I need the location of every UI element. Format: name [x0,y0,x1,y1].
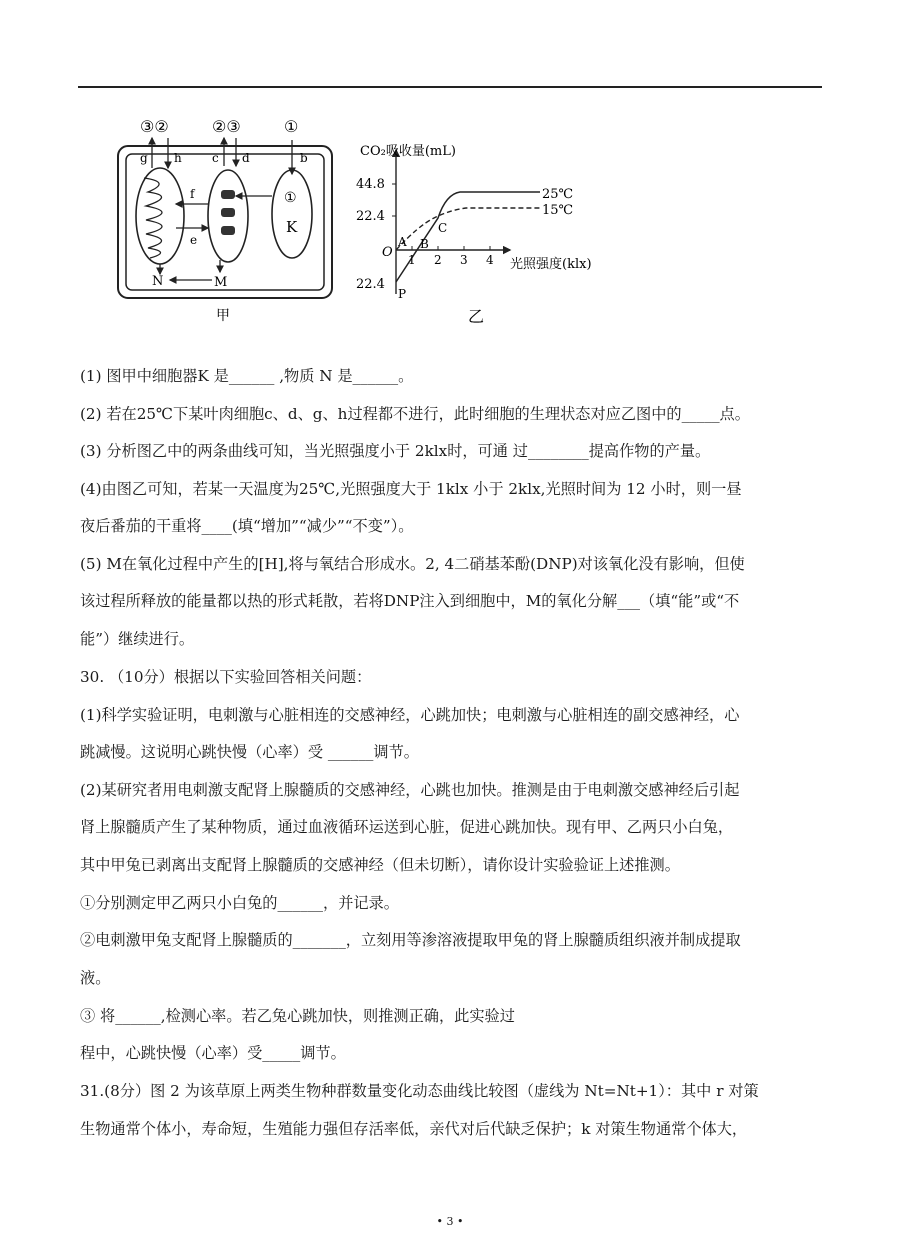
label-circled-one: ① [284,190,297,206]
grana-3 [221,226,235,235]
q30-2-line-1: (2)某研究者用电刺激支配肾上腺髓质的交感神经，心跳也加快。推测是由于电刺激交感神经后引起 [80,781,740,799]
label-top-right: ① [284,117,299,136]
question-30-title: 30. （10分）根据以下实验回答相关问题： [80,668,372,686]
mitochondrion [136,168,184,264]
question-3: (3) 分析图乙中的两条曲线可知，当光照强度小于 2klx时，可通 过________提高作物的产量。 [80,442,711,460]
letter-d: d [242,151,250,165]
x-tick-3: 3 [460,253,468,267]
page-number: • 3 • [436,1215,464,1228]
letter-h: h [174,151,182,165]
q30-2-line-3: 其中甲兔已剥离出支配肾上腺髓质的交感神经（但未切断），请你设计实验验证上述推测。 [80,856,680,874]
y-label: CO₂吸收量(mL) [360,144,456,159]
legend-25c: 25℃ [542,187,574,202]
question-2: (2) 若在25℃下某叶肉细胞c、d、g、h过程都不进行，此时细胞的生理状态对应乙图中的_____点。 [80,405,750,423]
q30-1-line-2: 跳减慢。这说明心跳快慢（心率）受 ______调节。 [80,743,419,761]
q30-step-3-line-2: 程中，心跳快慢（心率）受_____调节。 [80,1044,346,1062]
figure [100,108,640,336]
x-tick-2: 2 [434,253,442,267]
q30-step-3-line-1: ③ 将______,检测心率。若乙兔心跳加快，则推测正确，此实验过 [80,1007,515,1025]
mitochondrion-cristae [144,178,162,258]
q30-step-1: ①分别测定甲乙两只小白兔的______，并记录。 [80,894,399,912]
question-31-line-1: 31.(8分）图 2 为该草原上两类生物种群数量变化动态曲线比较图（虚线为 Nt=Nt+1）：其中 r 对策 [80,1082,759,1100]
question-4-line-1: (4)由图乙可知，若某一天温度为25℃,光照强度大于 1klx 小于 2klx,光照时间为 12 小时，则一昼 [80,480,742,498]
label-m: M [214,275,228,290]
legend-15c: 15℃ [542,203,574,218]
letter-f: f [190,187,195,201]
q30-step-2-line-1: ②电刺激甲兔支配肾上腺髓质的_______，立刻用等渗溶液提取甲兔的肾上腺髓质组织液并制成提取 [80,931,741,949]
header-rule [78,86,822,88]
q30-2-line-2: 肾上腺髓质产生了某种物质，通过血液循环运送到心脏，促进心跳加快。现有甲、乙两只小白兔， [80,818,734,836]
question-5-line-3: 能”）继续进行。 [80,630,195,648]
point-c: C [438,221,448,235]
origin-label: O [382,245,393,260]
x-tick-4: 4 [486,253,494,267]
label-top-left: ③② [140,117,169,136]
letter-e: e [190,233,198,247]
x-label: 光照强度(klx) [510,257,592,272]
question-31-line-2: 生物通常个体小，寿命短，生殖能力强但存活率低，亲代对后代缺乏保护；k 对策生物通常个体大， [80,1120,748,1138]
label-top-mid: ②③ [212,117,241,136]
q30-1-line-1: (1)科学实验证明，电刺激与心脏相连的交感神经，心跳加快；电刺激与心脏相连的副交感神经，心 [80,706,740,724]
figure-svg [100,108,640,336]
question-5-line-1: (5) M在氧化过程中产生的[H],将与氧结合形成水。2, 4二硝基苯酚(DNP)对该氧化没有影响，但使 [80,555,745,573]
grana-2 [221,208,235,217]
point-a: A [398,235,407,249]
letter-g: g [140,151,148,165]
question-1: (1) 图甲中细胞器K 是______ ,物质 N 是______。 [80,367,414,385]
y-tick-224: 22.4 [356,209,385,224]
q30-step-2-line-2: 液。 [80,969,111,987]
organelle-k [272,170,312,258]
diagram-jia [118,117,332,324]
y-tick-448: 44.8 [356,177,385,192]
letter-c: c [212,151,219,165]
grana-1 [221,190,235,199]
y-tick-neg-224: 22.4 [356,277,385,292]
letter-b: b [300,151,308,165]
point-p: P [398,287,407,301]
label-k: K [286,218,298,236]
series-15c-line [396,208,540,250]
question-5-line-2: 该过程所释放的能量都以热的形式耗散，若将DNP注入到细胞中，M的氧化分解___（填“能”或“不 [80,592,740,610]
caption-jia: 甲 [216,308,230,324]
x-tick-1: 1 [408,253,416,267]
caption-yi: 乙 [468,307,485,326]
label-n: N [152,274,164,289]
question-4-line-2: 夜后番茄的干重将____(填“增加”“减少”“不变”）。 [80,517,414,535]
point-b: B [420,237,429,251]
chart-yi [356,143,592,326]
